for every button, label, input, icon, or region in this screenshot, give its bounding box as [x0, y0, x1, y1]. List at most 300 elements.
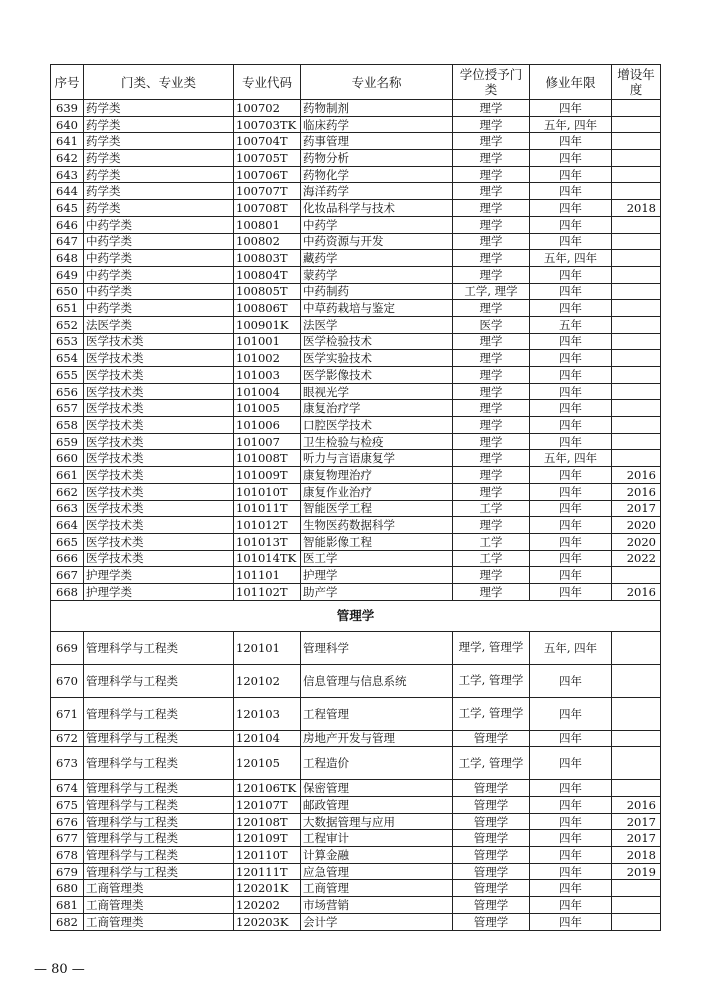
cell-name: 房地产开发与管理: [301, 730, 453, 747]
cell-added: [612, 233, 661, 250]
header-row: [51, 65, 661, 100]
table-row: [51, 897, 661, 914]
cell-name: 计算金融: [301, 847, 453, 864]
cell-degree: 管理学: [453, 797, 530, 814]
cell-degree: 理学: [453, 400, 530, 417]
cell-category: 管理科学与工程类: [84, 797, 234, 814]
cell-code: 101001: [234, 333, 301, 350]
cell-years: 五年, 四年: [530, 250, 612, 267]
cell-years: 四年: [530, 467, 612, 484]
cell-name: 智能影像工程: [301, 533, 453, 550]
cell-name: 医学影像技术: [301, 367, 453, 384]
cell-added: [612, 417, 661, 434]
cell-degree: 理学: [453, 233, 530, 250]
cell-added: [612, 433, 661, 450]
cell-years: 四年: [530, 283, 612, 300]
cell-years: 四年: [530, 483, 612, 500]
cell-name: 工程造价: [301, 747, 453, 780]
cell-years: 四年: [530, 550, 612, 567]
header-added: 增设年度: [612, 65, 661, 100]
cell-seq: 681: [51, 897, 84, 914]
table-row: [51, 780, 661, 797]
table-row: [51, 664, 661, 697]
cell-code: 120106TK: [234, 780, 301, 797]
majors-table: [50, 64, 661, 931]
table-row: [51, 116, 661, 133]
cell-years: 四年: [530, 216, 612, 233]
cell-added: 2022: [612, 550, 661, 567]
cell-category: 中药学类: [84, 283, 234, 300]
cell-seq: 671: [51, 697, 84, 730]
table-row: [51, 283, 661, 300]
cell-name: 海洋药学: [301, 183, 453, 200]
cell-seq: 665: [51, 533, 84, 550]
cell-code: 100704T: [234, 133, 301, 150]
header-seq: 序号: [51, 65, 84, 100]
cell-name: 市场营销: [301, 897, 453, 914]
cell-name: 药物制剂: [301, 100, 453, 117]
cell-code: 120103: [234, 697, 301, 730]
cell-added: [612, 166, 661, 183]
header-degree: 学位授予门类: [453, 65, 530, 100]
cell-years: 四年: [530, 813, 612, 830]
cell-category: 医学技术类: [84, 533, 234, 550]
cell-category: 中药学类: [84, 233, 234, 250]
table-row: [51, 333, 661, 350]
cell-code: 101010T: [234, 483, 301, 500]
cell-added: [612, 880, 661, 897]
cell-added: 2019: [612, 863, 661, 880]
cell-category: 医学技术类: [84, 383, 234, 400]
cell-years: 四年: [530, 100, 612, 117]
cell-seq: 680: [51, 880, 84, 897]
cell-years: 四年: [530, 383, 612, 400]
header-code: 专业代码: [234, 65, 301, 100]
cell-seq: 640: [51, 116, 84, 133]
cell-seq: 677: [51, 830, 84, 847]
cell-code: 120202: [234, 897, 301, 914]
cell-name: 应急管理: [301, 863, 453, 880]
cell-added: [612, 266, 661, 283]
cell-name: 口腔医学技术: [301, 417, 453, 434]
cell-code: 120102: [234, 664, 301, 697]
cell-seq: 674: [51, 780, 84, 797]
table-row: [51, 233, 661, 250]
cell-degree: 理学: [453, 100, 530, 117]
table-row: [51, 631, 661, 664]
cell-code: 101101: [234, 567, 301, 584]
cell-added: [612, 333, 661, 350]
table-row: [51, 166, 661, 183]
cell-name: 化妆品科学与技术: [301, 200, 453, 217]
cell-years: 四年: [530, 166, 612, 183]
cell-years: 四年: [530, 897, 612, 914]
cell-degree: 理学: [453, 583, 530, 600]
section-row: [51, 600, 661, 631]
cell-degree: 管理学: [453, 847, 530, 864]
cell-code: 100703TK: [234, 116, 301, 133]
cell-years: 四年: [530, 500, 612, 517]
section-title: 管理学: [51, 600, 661, 631]
table-row: [51, 863, 661, 880]
cell-code: 101003: [234, 367, 301, 384]
cell-code: 120110T: [234, 847, 301, 864]
cell-code: 100806T: [234, 300, 301, 317]
table-row: [51, 300, 661, 317]
cell-degree: 管理学: [453, 730, 530, 747]
cell-name: 药物分析: [301, 150, 453, 167]
cell-category: 医学技术类: [84, 517, 234, 534]
cell-category: 护理学类: [84, 583, 234, 600]
cell-name: 助产学: [301, 583, 453, 600]
table-row: [51, 880, 661, 897]
cell-name: 医学检验技术: [301, 333, 453, 350]
cell-seq: 675: [51, 797, 84, 814]
table-body-bottom: [51, 631, 661, 930]
cell-seq: 658: [51, 417, 84, 434]
cell-seq: 647: [51, 233, 84, 250]
cell-category: 药学类: [84, 150, 234, 167]
cell-code: 120109T: [234, 830, 301, 847]
cell-degree: 管理学: [453, 913, 530, 930]
cell-code: 101005: [234, 400, 301, 417]
cell-code: 101002: [234, 350, 301, 367]
cell-code: 101008T: [234, 450, 301, 467]
cell-name: 医学实验技术: [301, 350, 453, 367]
cell-seq: 639: [51, 100, 84, 117]
cell-name: 中药资源与开发: [301, 233, 453, 250]
cell-category: 药学类: [84, 133, 234, 150]
cell-seq: 642: [51, 150, 84, 167]
table-row: [51, 550, 661, 567]
cell-years: 五年: [530, 316, 612, 333]
table-row: [51, 133, 661, 150]
cell-category: 医学技术类: [84, 400, 234, 417]
table-row: [51, 697, 661, 730]
cell-degree: 工学: [453, 533, 530, 550]
cell-years: 四年: [530, 133, 612, 150]
cell-name: 工程管理: [301, 697, 453, 730]
cell-degree: 理学: [453, 200, 530, 217]
cell-name: 邮政管理: [301, 797, 453, 814]
cell-years: 四年: [530, 797, 612, 814]
cell-added: 2018: [612, 847, 661, 864]
cell-added: 2020: [612, 533, 661, 550]
cell-years: 四年: [530, 367, 612, 384]
cell-category: 管理科学与工程类: [84, 780, 234, 797]
cell-degree: 医学: [453, 316, 530, 333]
cell-category: 管理科学与工程类: [84, 847, 234, 864]
cell-code: 100901K: [234, 316, 301, 333]
cell-name: 药物化学: [301, 166, 453, 183]
cell-category: 管理科学与工程类: [84, 631, 234, 664]
cell-seq: 651: [51, 300, 84, 317]
header-years: 修业年限: [530, 65, 612, 100]
cell-category: 医学技术类: [84, 467, 234, 484]
page-number: — 80 —: [34, 962, 85, 977]
cell-years: 四年: [530, 266, 612, 283]
cell-degree: 工学: [453, 550, 530, 567]
cell-added: [612, 730, 661, 747]
cell-code: 101012T: [234, 517, 301, 534]
cell-degree: 理学: [453, 517, 530, 534]
cell-degree: 理学: [453, 166, 530, 183]
cell-added: 2018: [612, 200, 661, 217]
cell-name: 康复治疗学: [301, 400, 453, 417]
header-category: 门类、专业类: [84, 65, 234, 100]
cell-seq: 662: [51, 483, 84, 500]
cell-category: 医学技术类: [84, 550, 234, 567]
cell-years: 五年, 四年: [530, 116, 612, 133]
table-row: [51, 797, 661, 814]
cell-added: [612, 897, 661, 914]
cell-seq: 673: [51, 747, 84, 780]
cell-years: 五年, 四年: [530, 631, 612, 664]
cell-degree: 理学: [453, 150, 530, 167]
table-row: [51, 266, 661, 283]
cell-added: [612, 283, 661, 300]
cell-name: 大数据管理与应用: [301, 813, 453, 830]
cell-seq: 654: [51, 350, 84, 367]
cell-added: [612, 400, 661, 417]
cell-added: 2016: [612, 467, 661, 484]
cell-years: 四年: [530, 400, 612, 417]
cell-added: 2017: [612, 813, 661, 830]
cell-category: 管理科学与工程类: [84, 813, 234, 830]
cell-years: 四年: [530, 847, 612, 864]
cell-code: 120104: [234, 730, 301, 747]
cell-years: 四年: [530, 730, 612, 747]
cell-category: 管理科学与工程类: [84, 730, 234, 747]
cell-category: 医学技术类: [84, 500, 234, 517]
cell-added: [612, 300, 661, 317]
cell-seq: 661: [51, 467, 84, 484]
cell-added: [612, 450, 661, 467]
cell-degree: 理学: [453, 300, 530, 317]
table-row: [51, 730, 661, 747]
cell-added: [612, 780, 661, 797]
cell-category: 管理科学与工程类: [84, 664, 234, 697]
table-row: [51, 467, 661, 484]
cell-added: [612, 216, 661, 233]
cell-seq: 657: [51, 400, 84, 417]
cell-years: 四年: [530, 183, 612, 200]
cell-degree: 理学: [453, 350, 530, 367]
cell-years: 四年: [530, 150, 612, 167]
cell-code: 100803T: [234, 250, 301, 267]
cell-name: 听力与言语康复学: [301, 450, 453, 467]
cell-added: 2016: [612, 797, 661, 814]
cell-degree: 工学: [453, 500, 530, 517]
cell-added: [612, 183, 661, 200]
cell-seq: 649: [51, 266, 84, 283]
cell-seq: 666: [51, 550, 84, 567]
cell-category: 工商管理类: [84, 897, 234, 914]
cell-code: 101102T: [234, 583, 301, 600]
cell-years: 四年: [530, 333, 612, 350]
cell-added: [612, 567, 661, 584]
cell-category: 中药学类: [84, 216, 234, 233]
cell-name: 管理科学: [301, 631, 453, 664]
cell-years: 四年: [530, 880, 612, 897]
cell-category: 中药学类: [84, 266, 234, 283]
cell-code: 100706T: [234, 166, 301, 183]
cell-years: 四年: [530, 747, 612, 780]
cell-code: 120201K: [234, 880, 301, 897]
cell-seq: 641: [51, 133, 84, 150]
cell-added: [612, 116, 661, 133]
cell-years: 四年: [530, 533, 612, 550]
cell-code: 120105: [234, 747, 301, 780]
cell-added: 2017: [612, 500, 661, 517]
cell-code: 101006: [234, 417, 301, 434]
cell-code: 101014TK: [234, 550, 301, 567]
cell-category: 医学技术类: [84, 433, 234, 450]
cell-degree: 理学: [453, 567, 530, 584]
cell-added: 2020: [612, 517, 661, 534]
cell-category: 护理学类: [84, 567, 234, 584]
cell-years: 四年: [530, 233, 612, 250]
cell-years: 四年: [530, 830, 612, 847]
table-row: [51, 250, 661, 267]
cell-name: 康复物理治疗: [301, 467, 453, 484]
cell-degree: 管理学: [453, 830, 530, 847]
cell-category: 医学技术类: [84, 350, 234, 367]
table-row: [51, 583, 661, 600]
table-row: [51, 813, 661, 830]
cell-name: 藏药学: [301, 250, 453, 267]
cell-name: 药事管理: [301, 133, 453, 150]
cell-name: 法医学: [301, 316, 453, 333]
cell-name: 生物医药数据科学: [301, 517, 453, 534]
cell-years: 四年: [530, 583, 612, 600]
cell-name: 中药制药: [301, 283, 453, 300]
cell-degree: 理学: [453, 450, 530, 467]
cell-name: 康复作业治疗: [301, 483, 453, 500]
cell-seq: 668: [51, 583, 84, 600]
cell-years: 四年: [530, 433, 612, 450]
table-row: [51, 847, 661, 864]
cell-code: 100705T: [234, 150, 301, 167]
cell-added: [612, 383, 661, 400]
cell-category: 法医学类: [84, 316, 234, 333]
cell-category: 管理科学与工程类: [84, 863, 234, 880]
cell-code: 100802: [234, 233, 301, 250]
cell-years: 四年: [530, 863, 612, 880]
cell-category: 医学技术类: [84, 483, 234, 500]
cell-degree: 理学, 管理学: [453, 631, 530, 664]
cell-added: [612, 350, 661, 367]
cell-seq: 678: [51, 847, 84, 864]
cell-added: 2016: [612, 483, 661, 500]
table-row: [51, 450, 661, 467]
cell-seq: 645: [51, 200, 84, 217]
cell-degree: 理学: [453, 116, 530, 133]
cell-added: [612, 150, 661, 167]
cell-name: 中草药栽培与鉴定: [301, 300, 453, 317]
cell-degree: 理学: [453, 133, 530, 150]
table-row: [51, 216, 661, 233]
table-row: [51, 417, 661, 434]
cell-category: 药学类: [84, 166, 234, 183]
cell-years: 四年: [530, 913, 612, 930]
cell-years: 四年: [530, 517, 612, 534]
cell-degree: 理学: [453, 383, 530, 400]
cell-code: 101013T: [234, 533, 301, 550]
cell-years: 四年: [530, 300, 612, 317]
cell-seq: 663: [51, 500, 84, 517]
table-row: [51, 350, 661, 367]
cell-added: 2016: [612, 583, 661, 600]
table-row: [51, 483, 661, 500]
table-row: [51, 830, 661, 847]
cell-seq: 670: [51, 664, 84, 697]
section-body: [51, 600, 661, 631]
table-row: [51, 367, 661, 384]
cell-seq: 660: [51, 450, 84, 467]
cell-category: 管理科学与工程类: [84, 830, 234, 847]
cell-seq: 656: [51, 383, 84, 400]
table-row: [51, 150, 661, 167]
cell-code: 101004: [234, 383, 301, 400]
cell-code: 101007: [234, 433, 301, 450]
cell-code: 120111T: [234, 863, 301, 880]
cell-name: 中药学: [301, 216, 453, 233]
cell-name: 临床药学: [301, 116, 453, 133]
cell-years: 五年, 四年: [530, 450, 612, 467]
table-row: [51, 533, 661, 550]
cell-seq: 659: [51, 433, 84, 450]
cell-code: 100708T: [234, 200, 301, 217]
cell-seq: 648: [51, 250, 84, 267]
cell-added: [612, 316, 661, 333]
cell-years: 四年: [530, 780, 612, 797]
cell-seq: 669: [51, 631, 84, 664]
cell-degree: 工学, 理学: [453, 283, 530, 300]
cell-seq: 646: [51, 216, 84, 233]
cell-degree: 工学, 管理学: [453, 747, 530, 780]
cell-category: 管理科学与工程类: [84, 747, 234, 780]
cell-added: [612, 250, 661, 267]
cell-seq: 672: [51, 730, 84, 747]
cell-added: [612, 100, 661, 117]
cell-category: 中药学类: [84, 300, 234, 317]
cell-code: 100805T: [234, 283, 301, 300]
cell-category: 医学技术类: [84, 450, 234, 467]
cell-name: 卫生检验与检疫: [301, 433, 453, 450]
cell-degree: 理学: [453, 250, 530, 267]
cell-added: [612, 367, 661, 384]
cell-name: 信息管理与信息系统: [301, 664, 453, 697]
cell-years: 四年: [530, 417, 612, 434]
cell-name: 工商管理: [301, 880, 453, 897]
cell-code: 120203K: [234, 913, 301, 930]
cell-degree: 理学: [453, 216, 530, 233]
cell-years: 四年: [530, 350, 612, 367]
cell-code: 100801: [234, 216, 301, 233]
cell-seq: 682: [51, 913, 84, 930]
cell-name: 会计学: [301, 913, 453, 930]
cell-degree: 工学, 管理学: [453, 697, 530, 730]
cell-name: 眼视光学: [301, 383, 453, 400]
cell-seq: 653: [51, 333, 84, 350]
table-row: [51, 433, 661, 450]
cell-name: 保密管理: [301, 780, 453, 797]
header-name: 专业名称: [301, 65, 453, 100]
cell-seq: 667: [51, 567, 84, 584]
cell-degree: 理学: [453, 467, 530, 484]
cell-degree: 工学, 管理学: [453, 664, 530, 697]
